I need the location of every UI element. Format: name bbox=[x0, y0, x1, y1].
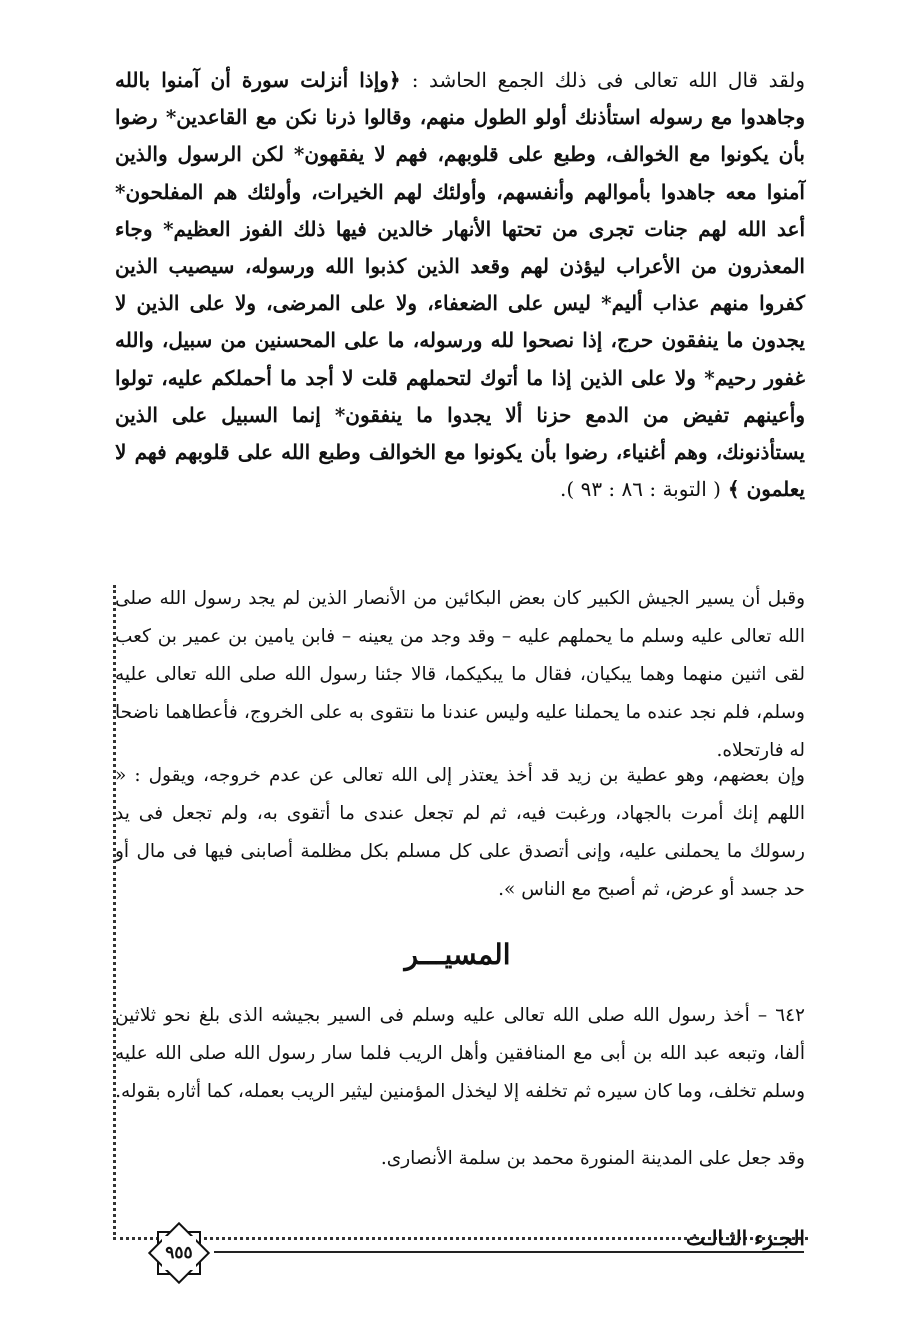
quote-intro: ولقد قال الله تعالى فى ذلك الجمع الحاشد : bbox=[411, 68, 805, 92]
page-number: ٩٥٥ bbox=[165, 1243, 193, 1263]
page-number-badge bbox=[144, 1218, 214, 1288]
quote-text: ﴿وإذا أنزلت سورة أن آمنوا بالله وجاهدوا مع رسوله استأذنك أولو الطول منهم، وقالوا ذرنا نكن مع القاعدين* رضوا بأن يكونوا مع الخوالف، وطبع على قلوبهم، فهم لا يفقهون* لكن الرسول والذين آمنوا معه جاهدوا بأموالهم وأنفسهم، وأولئك لهم الخيرات، وأولئك هم المفلحون* أعد الله لهم جنات تجرى من تحتها الأنهار خالدين فيها ذلك الفوز العظيم* وجاء المعذرون من الأعراب ليؤذن لهم وقعد الذين كذبوا الله ورسوله، سيصيب الذين كفروا منهم عذاب أليم* ليس على الضعفاء، ولا على المرضى، ولا على الذين لا يجدون ما ينفقون حرج، إذا نصحوا لله ورسوله، ما على المحسنين من سبيل، والله غفور رحيم* ولا على الذين إذا ما أتوك لتحملهم قلت لا أجد ما أحملكم عليه، تولوا وأعينهم تفيض من الدمع حزنا ألا يجدوا ما ينفقون* إنما السبيل على الذين يستأذنونك، وهم أغنياء، رضوا بأن يكونوا مع الخوالف وطبع الله على قلوبهم فهم لا يعلمون ﴾ bbox=[115, 68, 805, 502]
paragraph-medina-deputy: وقد جعل على المدينة المنورة محمد بن سلمة الأنصارى. bbox=[380, 1148, 805, 1169]
quran-quote-paragraph bbox=[115, 62, 805, 508]
footer-rule bbox=[214, 1251, 804, 1253]
paragraph-march: ٦٤٢ – أخذ رسول الله صلى الله تعالى عليه وسلم فى السير بجيشه الذى بلغ نحو ثلاثين ألفا، وتبعه عبد الله بن أبى مع المنافقين وأهل الريب فلما سار رسول الله صلى الله عليه وسلم تخلف، وما كان سيره ثم تخلفه إلا ليخذل المؤمنين ليثير الريب بعمله، كما أثاره بقوله. bbox=[115, 1005, 805, 1102]
paragraph-weepers: وقبل أن يسير الجيش الكبير كان بعض البكائين من الأنصار الذين لم يجد رسول الله صلى الله تعالى عليه وسلم ما يحملهم عليه – وقد وجد من يعينه – فابن يامين بن عمير بن كعب لقى اثنين منهما وهما يبكيان، فقال ما يبكيكما، قالا جئنا رسول الله صلى الله تعالى عليه وسلم، فلم نجد عنده ما يحملنا عليه وليس عندنا ما نتقوى به على الخروج، فأعطاهما ناضحا له فارتحلاه. bbox=[115, 588, 805, 761]
section-heading: المسيـــر bbox=[404, 938, 511, 971]
quote-reference: ( التوبة : ٨٦ : ٩٣ ). bbox=[560, 477, 721, 502]
part-label: الجـزء الثـالـث bbox=[685, 1226, 805, 1250]
dotted-border-left bbox=[113, 585, 117, 1240]
paragraph-atiyya: وإن بعضهم، وهو عطية بن زيد قد أخذ يعتذر إلى الله تعالى عن عدم خروجه، ويقول : « اللهم إنك أمرت بالجهاد، ورغبت فيه، ثم لم تجعل عندى ما أتقوى به، ولم تجعل فى يد رسولك ما يحملنى عليه، وإنى أتصدق على كل مسلم بكل مظلمة أصابنى فيها فى مال أو حد جسد أو عرض، ثم أصبح مع الناس ». bbox=[115, 765, 805, 900]
